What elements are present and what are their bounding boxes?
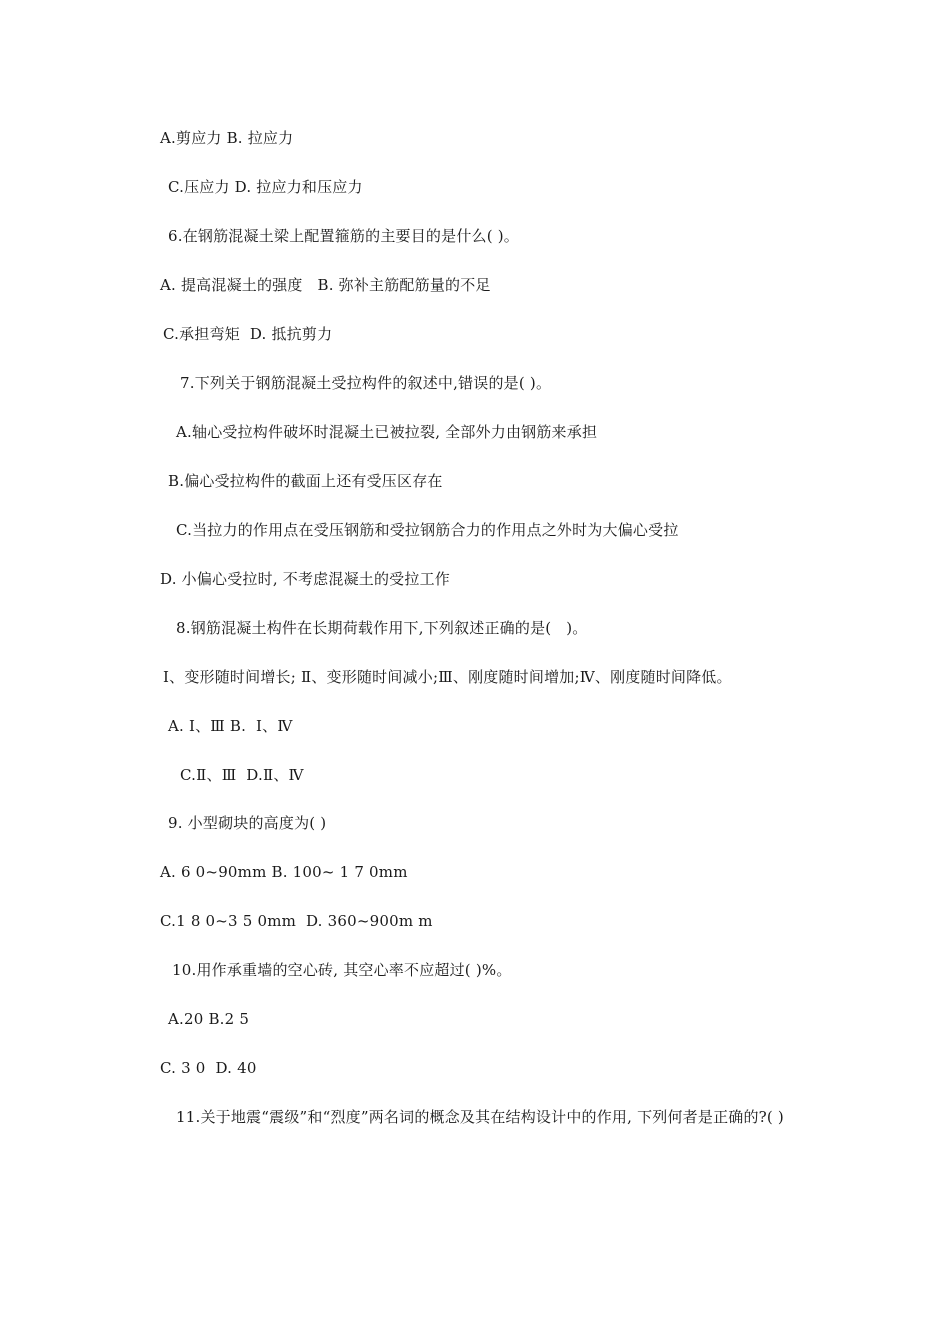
- question-7-option-a: A.轴心受拉构件破坏时混凝土已被拉裂, 全部外力由钢筋来承担: [176, 423, 598, 441]
- question-9-option-cd: C.1 8 0~3 5 0mm D. 360~900m m: [160, 912, 433, 930]
- question-8-option-ab: A. Ⅰ、Ⅲ B. Ⅰ、Ⅳ: [168, 717, 293, 735]
- question-5-option-ab: A.剪应力 B. 拉应力: [160, 129, 294, 147]
- question-7-stem: 7.下列关于钢筋混凝土受拉构件的叙述中,错误的是( )。: [180, 374, 552, 392]
- question-10-stem: 10.用作承重墙的空心砖, 其空心率不应超过( )%。: [172, 961, 512, 979]
- question-7-option-d: D. 小偏心受拉时, 不考虑混凝土的受拉工作: [160, 570, 450, 588]
- question-6-option-ab: A. 提高混凝土的强度 B. 弥补主筋配筋量的不足: [160, 276, 491, 294]
- question-8-statements: Ⅰ、变形随时间增长; Ⅱ、变形随时间减小;Ⅲ、刚度随时间增加;Ⅳ、刚度随时间降低。: [163, 668, 732, 686]
- question-8-option-cd: C.Ⅱ、Ⅲ D.Ⅱ、Ⅳ: [180, 766, 304, 784]
- question-11-stem: 11.关于地震“震级”和“烈度”两名词的概念及其在结构设计中的作用, 下列何者是正确的?( ): [176, 1108, 784, 1126]
- question-5-option-cd: C.压应力 D. 拉应力和压应力: [168, 178, 363, 196]
- question-9-option-ab: A. 6 0~90mm B. 100~ 1 7 0mm: [160, 863, 408, 881]
- question-6-stem: 6.在钢筋混凝土梁上配置箍筋的主要目的是什么( )。: [168, 227, 519, 245]
- question-9-stem: 9. 小型砌块的高度为( ): [168, 814, 327, 832]
- question-6-option-cd: C.承担弯矩 D. 抵抗剪力: [163, 325, 333, 343]
- question-10-option-ab: A.20 B.2 5: [168, 1010, 250, 1028]
- question-7-option-c: C.当拉力的作用点在受压钢筋和受拉钢筋合力的作用点之外时为大偏心受拉: [176, 521, 679, 539]
- question-10-option-cd: C. 3 0 D. 40: [160, 1059, 257, 1077]
- question-7-option-b: B.偏心受拉构件的截面上还有受压区存在: [168, 472, 443, 490]
- question-8-stem: 8.钢筋混凝土构件在长期荷载作用下,下列叙述正确的是( )。: [176, 619, 588, 637]
